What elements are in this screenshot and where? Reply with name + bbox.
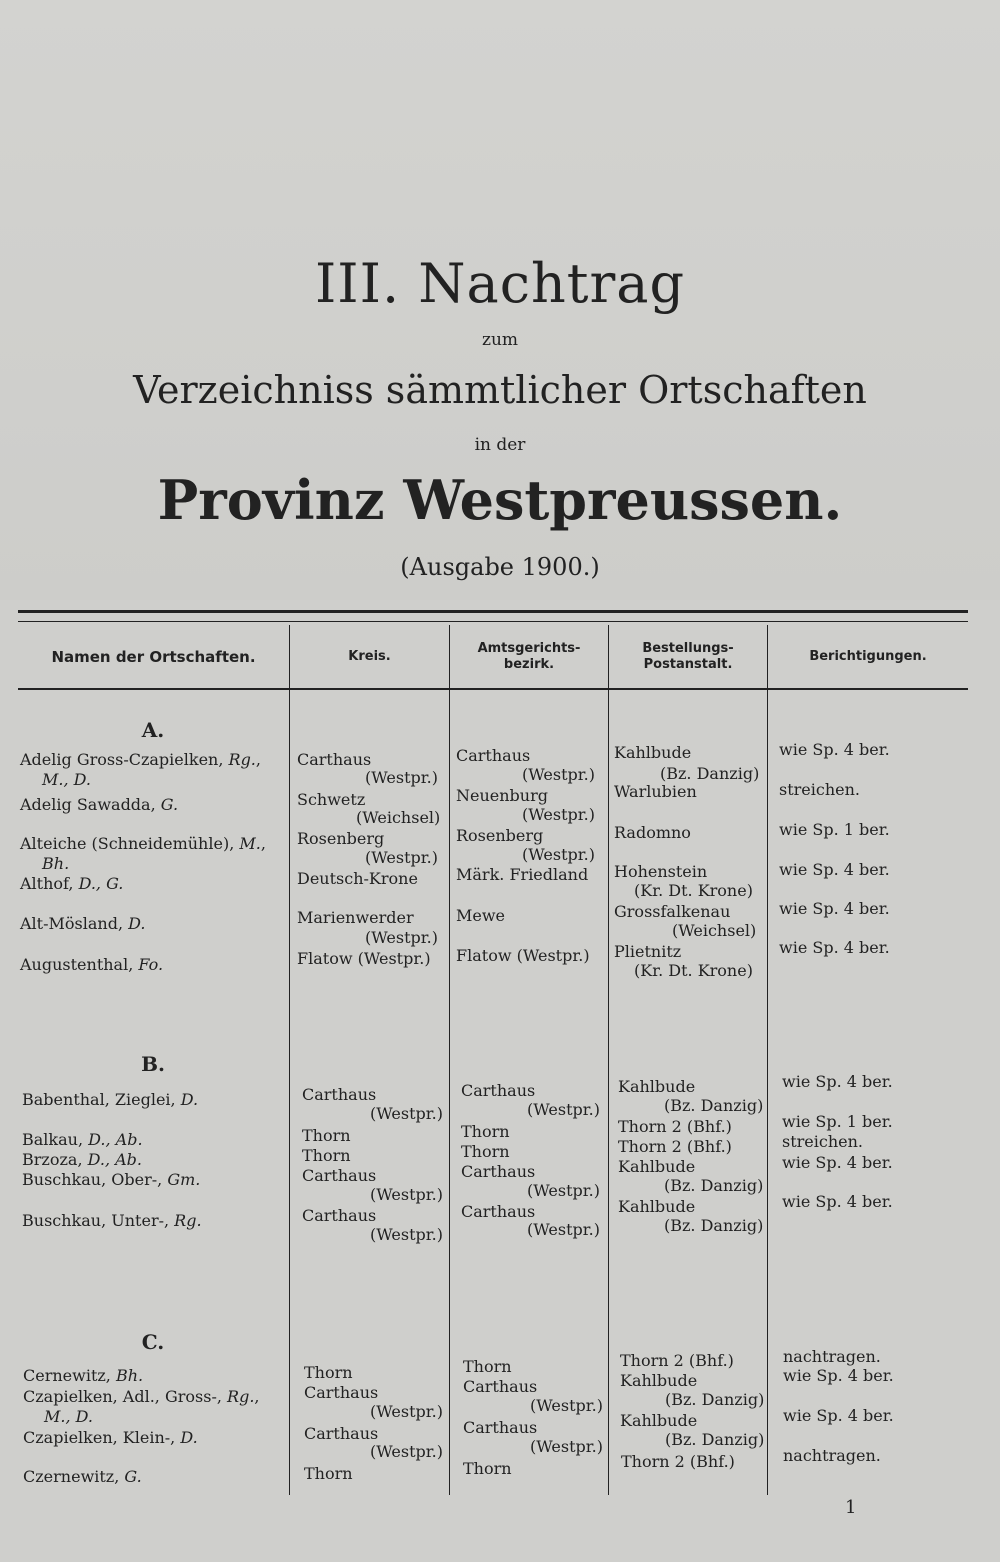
- ber-cell: wie Sp. 1 ber.: [779, 820, 890, 839]
- kreis-cell: Carthaus: [302, 1085, 377, 1104]
- table-row-name: Alteiche (Schneidemühle), M.,: [20, 834, 266, 853]
- header-postanstalt-line1: Bestellungs-: [642, 641, 734, 656]
- header-amtsgericht-line2: bezirk.: [503, 657, 555, 672]
- post-cell: Kahlbude: [618, 1197, 696, 1216]
- kreis-cell-cont: (Westpr.): [365, 848, 438, 867]
- header-berichtigungen: Berichtigungen.: [809, 649, 927, 664]
- ber-cell: wie Sp. 4 ber.: [779, 860, 890, 879]
- post-cell-cont: (Bz. Danzig): [664, 1176, 764, 1195]
- kreis-cell: Schwetz: [297, 790, 366, 809]
- amt-cell: Carthaus: [461, 1162, 536, 1181]
- kreis-cell: Thorn: [304, 1363, 353, 1382]
- header-postanstalt: [609, 628, 767, 686]
- post-cell: Thorn 2 (Bhf.): [618, 1137, 732, 1156]
- post-cell-cont: (Bz. Danzig): [664, 1216, 764, 1235]
- post-cell-cont: (Bz. Danzig): [665, 1390, 765, 1409]
- amt-cell: Carthaus: [461, 1202, 536, 1221]
- amt-cell-cont: (Westpr.): [530, 1437, 603, 1456]
- post-cell: Hohenstein: [614, 862, 708, 881]
- kreis-cell-cont: (Weichsel): [356, 808, 441, 827]
- post-cell: Grossfalkenau: [614, 902, 731, 921]
- ber-cell: nachtragen.: [783, 1446, 881, 1465]
- ber-cell: wie Sp. 4 ber.: [782, 1072, 893, 1091]
- kreis-cell: Marienwerder: [297, 908, 414, 927]
- amt-cell-cont: (Westpr.): [522, 805, 595, 824]
- amt-cell: Carthaus: [456, 746, 531, 765]
- post-cell: Kahlbude: [618, 1157, 696, 1176]
- kreis-cell: Carthaus: [302, 1206, 377, 1225]
- table-row-name: Czernewitz, G.: [23, 1467, 142, 1486]
- table-row-name: Babenthal, Zieglei, D.: [22, 1090, 199, 1109]
- kreis-cell-cont: (Westpr.): [370, 1225, 443, 1244]
- ber-cell: nachtragen.: [783, 1347, 881, 1366]
- amt-cell: Mewe: [456, 906, 506, 925]
- amt-cell-cont: (Westpr.): [527, 1100, 600, 1119]
- post-cell-cont: (Weichsel): [672, 921, 757, 940]
- kreis-cell: Thorn: [302, 1126, 351, 1145]
- kreis-cell-cont: (Westpr.): [365, 768, 438, 787]
- table-row-name: Czapielken, Adl., Gross-, Rg.,: [23, 1387, 260, 1406]
- header-amtsgericht: [450, 628, 608, 686]
- ber-cell: wie Sp. 4 ber.: [779, 740, 890, 759]
- ber-cell: wie Sp. 4 ber.: [782, 1192, 893, 1211]
- post-cell: Thorn 2 (Bhf.): [621, 1452, 735, 1471]
- kreis-cell-cont: (Westpr.): [370, 1185, 443, 1204]
- kreis-cell: Deutsch-Krone: [297, 869, 418, 888]
- amt-cell: Carthaus: [463, 1377, 538, 1396]
- kreis-cell: Thorn: [302, 1146, 351, 1165]
- amt-cell: Thorn: [461, 1142, 510, 1161]
- table-row-name: Balkau, D., Ab.: [22, 1130, 143, 1149]
- amt-cell: Carthaus: [461, 1081, 536, 1100]
- header-postanstalt-line2: Postanstalt.: [643, 657, 733, 672]
- section-letter-a: A.: [141, 718, 165, 742]
- table-row-name: Brzoza, D., Ab.: [22, 1150, 143, 1169]
- ber-cell: wie Sp. 4 ber.: [783, 1366, 894, 1385]
- ber-cell: wie Sp. 4 ber.: [782, 1153, 893, 1172]
- kreis-cell: Carthaus: [304, 1383, 379, 1402]
- amt-cell-cont: (Westpr.): [527, 1220, 600, 1239]
- section-letter-b: B.: [141, 1052, 165, 1076]
- amt-cell-cont: (Westpr.): [522, 765, 595, 784]
- kreis-cell: Flatow (Westpr.): [297, 949, 431, 968]
- post-cell-cont: (Kr. Dt. Krone): [634, 881, 753, 900]
- kreis-cell-cont: (Westpr.): [370, 1402, 443, 1421]
- post-cell: Kahlbude: [620, 1371, 698, 1390]
- section-letter-c: C.: [141, 1330, 165, 1354]
- title-line2: Verzeichniss sämmtlicher Ortschaften: [133, 368, 867, 412]
- post-cell: Radomno: [614, 823, 691, 842]
- table-row-name: Augustenthal, Fo.: [20, 955, 164, 974]
- post-cell: Thorn 2 (Bhf.): [618, 1117, 732, 1136]
- table-row-name: Cernewitz, Bh.: [23, 1366, 144, 1385]
- table-row-name: Alt-Mösland, D.: [20, 914, 146, 933]
- amt-cell-cont: (Westpr.): [530, 1396, 603, 1415]
- table-header-rule: [18, 688, 968, 690]
- post-cell: Plietnitz: [614, 942, 682, 961]
- table-row-name: Althof, D., G.: [20, 874, 124, 893]
- kreis-cell: Carthaus: [297, 750, 372, 769]
- edition: (Ausgabe 1900.): [400, 553, 600, 581]
- post-cell: Kahlbude: [614, 743, 692, 762]
- column-divider: [767, 625, 768, 1495]
- table-row-name: Adelig Gross-Czapielken, Rg.,: [20, 750, 261, 769]
- table-row-name-cont: M., D.: [44, 1407, 93, 1426]
- page-number: 1: [845, 1497, 857, 1518]
- ber-cell: wie Sp. 1 ber.: [782, 1112, 893, 1131]
- kreis-cell: Rosenberg: [297, 829, 385, 848]
- header-amtsgericht-line1: Amtsgerichts-: [477, 641, 581, 656]
- amt-cell: Thorn: [461, 1122, 510, 1141]
- column-divider: [449, 625, 450, 1495]
- post-cell-cont: (Kr. Dt. Krone): [634, 961, 753, 980]
- post-cell-cont: (Bz. Danzig): [665, 1430, 765, 1449]
- post-cell: Thorn 2 (Bhf.): [620, 1351, 734, 1370]
- title-in-der: in der: [474, 435, 526, 455]
- kreis-cell-cont: (Westpr.): [370, 1442, 443, 1461]
- table-row-name-cont: Bh.: [42, 854, 70, 873]
- column-divider: [289, 625, 290, 1495]
- ber-cell: wie Sp. 4 ber.: [783, 1406, 894, 1425]
- ber-cell: streichen.: [782, 1132, 863, 1151]
- ber-cell: wie Sp. 4 ber.: [779, 938, 890, 957]
- column-divider: [608, 625, 609, 1495]
- amt-cell: Märk. Friedland: [456, 865, 589, 884]
- ber-cell: wie Sp. 4 ber.: [779, 899, 890, 918]
- table-row-name: Buschkau, Ober-, Gm.: [22, 1170, 201, 1189]
- kreis-cell: Carthaus: [304, 1424, 379, 1443]
- kreis-cell: Thorn: [304, 1464, 353, 1483]
- kreis-cell-cont: (Westpr.): [365, 928, 438, 947]
- amt-cell: Thorn: [463, 1357, 512, 1376]
- post-cell: Kahlbude: [618, 1077, 696, 1096]
- table-top-rule: [18, 610, 968, 613]
- kreis-cell: Carthaus: [302, 1166, 377, 1185]
- amt-cell-cont: (Westpr.): [522, 845, 595, 864]
- table-row-name: Buschkau, Unter-, Rg.: [22, 1211, 202, 1230]
- post-cell-cont: (Bz. Danzig): [664, 1096, 764, 1115]
- header-kreis: Kreis.: [348, 649, 391, 664]
- kreis-cell-cont: (Westpr.): [370, 1104, 443, 1123]
- amt-cell: Carthaus: [463, 1418, 538, 1437]
- post-cell-cont: (Bz. Danzig): [660, 764, 760, 783]
- post-cell: Kahlbude: [620, 1411, 698, 1430]
- title-line1: III. Nachtrag: [314, 252, 686, 315]
- ber-cell: streichen.: [779, 780, 860, 799]
- amt-cell-cont: (Westpr.): [527, 1181, 600, 1200]
- amt-cell: Flatow (Westpr.): [456, 946, 590, 965]
- table-row-name-cont: M., D.: [42, 770, 91, 789]
- table-row-name: Adelig Sawadda, G.: [20, 795, 179, 814]
- table-row-name: Czapielken, Klein-, D.: [23, 1428, 198, 1447]
- amt-cell: Thorn: [463, 1459, 512, 1478]
- amt-cell: Rosenberg: [456, 826, 544, 845]
- title-line3: Provinz Westpreussen.: [157, 468, 843, 532]
- title-zum: zum: [481, 330, 519, 350]
- post-cell: Warlubien: [614, 782, 697, 801]
- amt-cell: Neuenburg: [456, 786, 548, 805]
- table-top-rule-thin: [18, 621, 968, 622]
- header-names: Namen der Ortschaften.: [51, 648, 256, 666]
